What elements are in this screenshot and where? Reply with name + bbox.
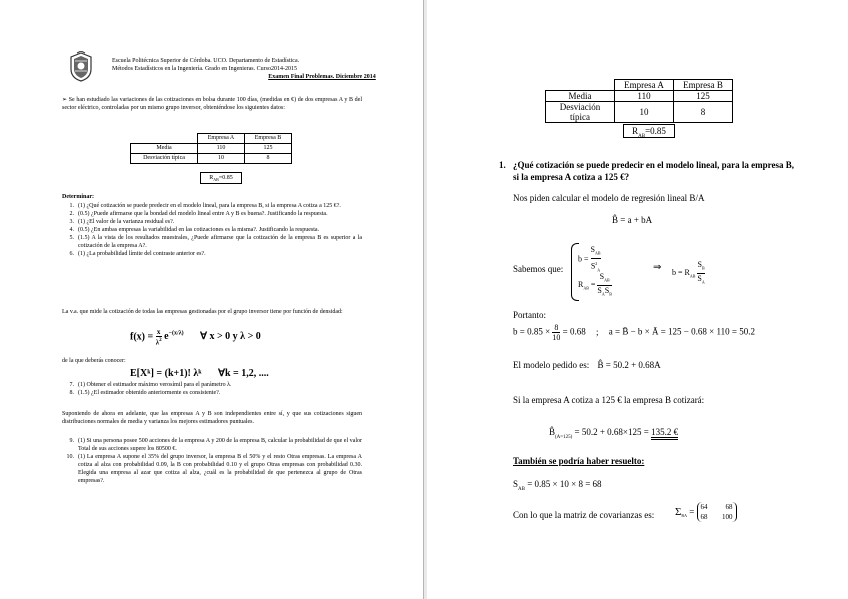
list-item: 9. (1) Si una persona posee 500 acciones de la empresa A y 200 de la empresa B, calcular la probabilidad de que el valor Total de sus acciones supere los 80500 €.	[69, 438, 362, 452]
header-line2: Métodos Estadísticos en la Ingeniería. Grado en Ingenieras. Curso2014-2015	[112, 66, 297, 72]
list-item: 4. (0.5) ¿En ambas empresas la variabilidad en las cotizaciones es la misma?. Justificando la respuesta.	[69, 227, 320, 233]
list-item: 6. (1) ¿La probabilidad límite del contraste anterior es?.	[69, 251, 206, 257]
data-table	[130, 133, 292, 164]
density-formula: f(x) = $\frac{x}{\lambda^2}$ $e^{-(x/\lambda)}$ ∀ x > 0 y λ > 0	[130, 328, 261, 347]
list-item: 10. (1) La empresa A supone el 35% del grupo inversor, la empresa B el 50% y el resto Otras empresas. La empresa A cotiza al alza con probabilidad 0.09, la B con probabilidad 0.10 y el grupo Otras empresas con probabilidad 0.30. Elegida una empresa al azar que cotiza al alza, ¿cuál es la probabilidad de que pertenezca al grupo de Otras empresas?.	[66, 454, 362, 484]
sabemos-label: Sabemos que:	[513, 264, 564, 274]
correlation-box: $R_{AB}=0.85$	[200, 172, 242, 184]
si-text: Si la empresa A cotiza a 125 € la empresa B cotizará:	[513, 395, 705, 405]
suposicion-paragraph: Suponiendo de ahora en adelante, que las empresas A y B son independientes entre sí, y que sus cotizaciones siguen distribuciones normales de media y varianza los mejores estimadores puntuales.	[62, 411, 362, 425]
table-row-label: Media	[131, 144, 198, 154]
table-cell: 10	[615, 102, 674, 123]
table-header-a: Empresa A	[615, 80, 674, 91]
determinar-heading: Determinar:	[62, 194, 94, 200]
calc-line: b = 0.85 × $\frac{8}{10}$ = 0.68 ; a = B̄ − b × Ā = 125 − 0.68 × 110 = 50.2	[513, 323, 755, 342]
data-table-repeat	[545, 79, 733, 123]
list-item: 1. (1) ¿Qué cotización se puede predecir en el modelo lineal, para la empresa B, si la empresa A cotiza a 125 €?.	[69, 203, 341, 209]
header-subtitle: Examen Final Problemas. Diciembre 2014	[268, 74, 376, 80]
arrow-bullet-icon: ➢	[62, 97, 68, 103]
list-item: 7. (1) Obtener el estimador máximo verosímil para el parámetro λ.	[69, 382, 232, 388]
question-title: ¿Qué cotización se puede predecir en el modelo lineal, para la empresa B, si la empresa A cotiza a 125 €?	[513, 160, 794, 182]
table-cell: 110	[198, 144, 245, 154]
moment-intro: de la que deberás conocer:	[62, 358, 126, 364]
table-header-b: Empresa B	[245, 134, 292, 144]
table-header-a: Empresa A	[198, 134, 245, 144]
intro-paragraph	[62, 96, 362, 112]
table-cell: 8	[245, 154, 292, 164]
question-list-b	[62, 381, 362, 397]
sab-formula: $S_{AB} = 0.85 \times 10 \times 8 = 68$	[513, 479, 602, 492]
table-row-label: Media	[546, 91, 615, 102]
list-item: 5. (1.5) A la vista de los resultados muestrales, ¿Puede afirmarse que la cotización de la empresa B es superior a la cotización de la empresa A?.	[69, 235, 362, 249]
table-cell: 10	[198, 154, 245, 164]
list-item: 2. (0.5) ¿Puede afirmarse que la bondad del modelo lineal entre A y B es buena?. Justificando la respuesta.	[69, 211, 328, 217]
nos-piden-text: Nos piden calcular el modelo de regresión lineal B/A	[513, 193, 705, 203]
question-list-c	[62, 437, 362, 485]
correlation-box: $R_{AB}=0.85$	[623, 124, 675, 138]
model-equation: B̂ = a + bA	[612, 215, 653, 225]
table-cell: 110	[615, 91, 674, 102]
exam-page-right	[427, 0, 848, 599]
list-item: 3. (1) ¿El valor de la varianza residual es?.	[69, 219, 175, 225]
header-line1: Escuela Politécnica Superior de Córdoba. UCO. Departamento de Estadística.	[112, 58, 300, 64]
table-cell: 125	[674, 91, 733, 102]
prediction-formula: $B̂_{(A=125)} = 50.2 + 0.68\times 125 = 135.2$ €	[549, 427, 679, 440]
va-paragraph: La v.a. que mide la cotización de todas las empresas gestionadas por el grupo inversor tiene por función de densidad:	[62, 309, 343, 315]
list-item: 8. (1.5) ¿El estimador obtenido anteriormente es consistente?.	[69, 390, 221, 396]
portanto-label: Portanto:	[513, 310, 546, 320]
university-logo	[66, 51, 96, 83]
covariance-text: Con lo que la matriz de covarianzas es:	[513, 510, 655, 520]
b-formula: b = $S_{AB}$ $S^2_A$	[578, 245, 601, 272]
exam-header	[112, 57, 412, 81]
covariance-matrix: $\Sigma_{BA}$ = 64 68 68 100	[675, 502, 737, 522]
table-cell: 125	[245, 144, 292, 154]
table-cell: 8	[674, 102, 733, 123]
implies-arrow-icon: ⇒	[653, 262, 662, 273]
b-result-formula: $b = R_{AB}$ $\frac{S_B}{S_A}$	[672, 260, 705, 285]
table-row-label: Desviación típica	[131, 154, 198, 164]
table-row-label: Desviación típica	[546, 102, 615, 123]
prediction-result: 135.2 €	[651, 427, 678, 440]
question-number: 1.	[499, 160, 506, 170]
table-header-b: Empresa B	[674, 80, 733, 91]
modelo-pedido: El modelo pedido es: B̂ = 50.2 + 0.68A	[513, 360, 661, 370]
question-list-a	[62, 202, 362, 258]
r-formula: $R_{AB}$ = $S_{AB}$ $S_AS_B$	[578, 272, 612, 297]
tambien-heading: También se podría haber resuelto:	[513, 456, 645, 466]
moment-formula: E[Xᵏ] = (k+1)! λᵏ ∀k = 1,2, ....	[130, 368, 269, 379]
intro-text: Se han estudiado las variaciones de las cotizaciones en bolsa durante 100 días, (medidas en €) de dos empresas A y B del sector eléctrico, controladas por un mismo grupo inversor, obteniéndose los siguientes datos:	[62, 97, 363, 111]
